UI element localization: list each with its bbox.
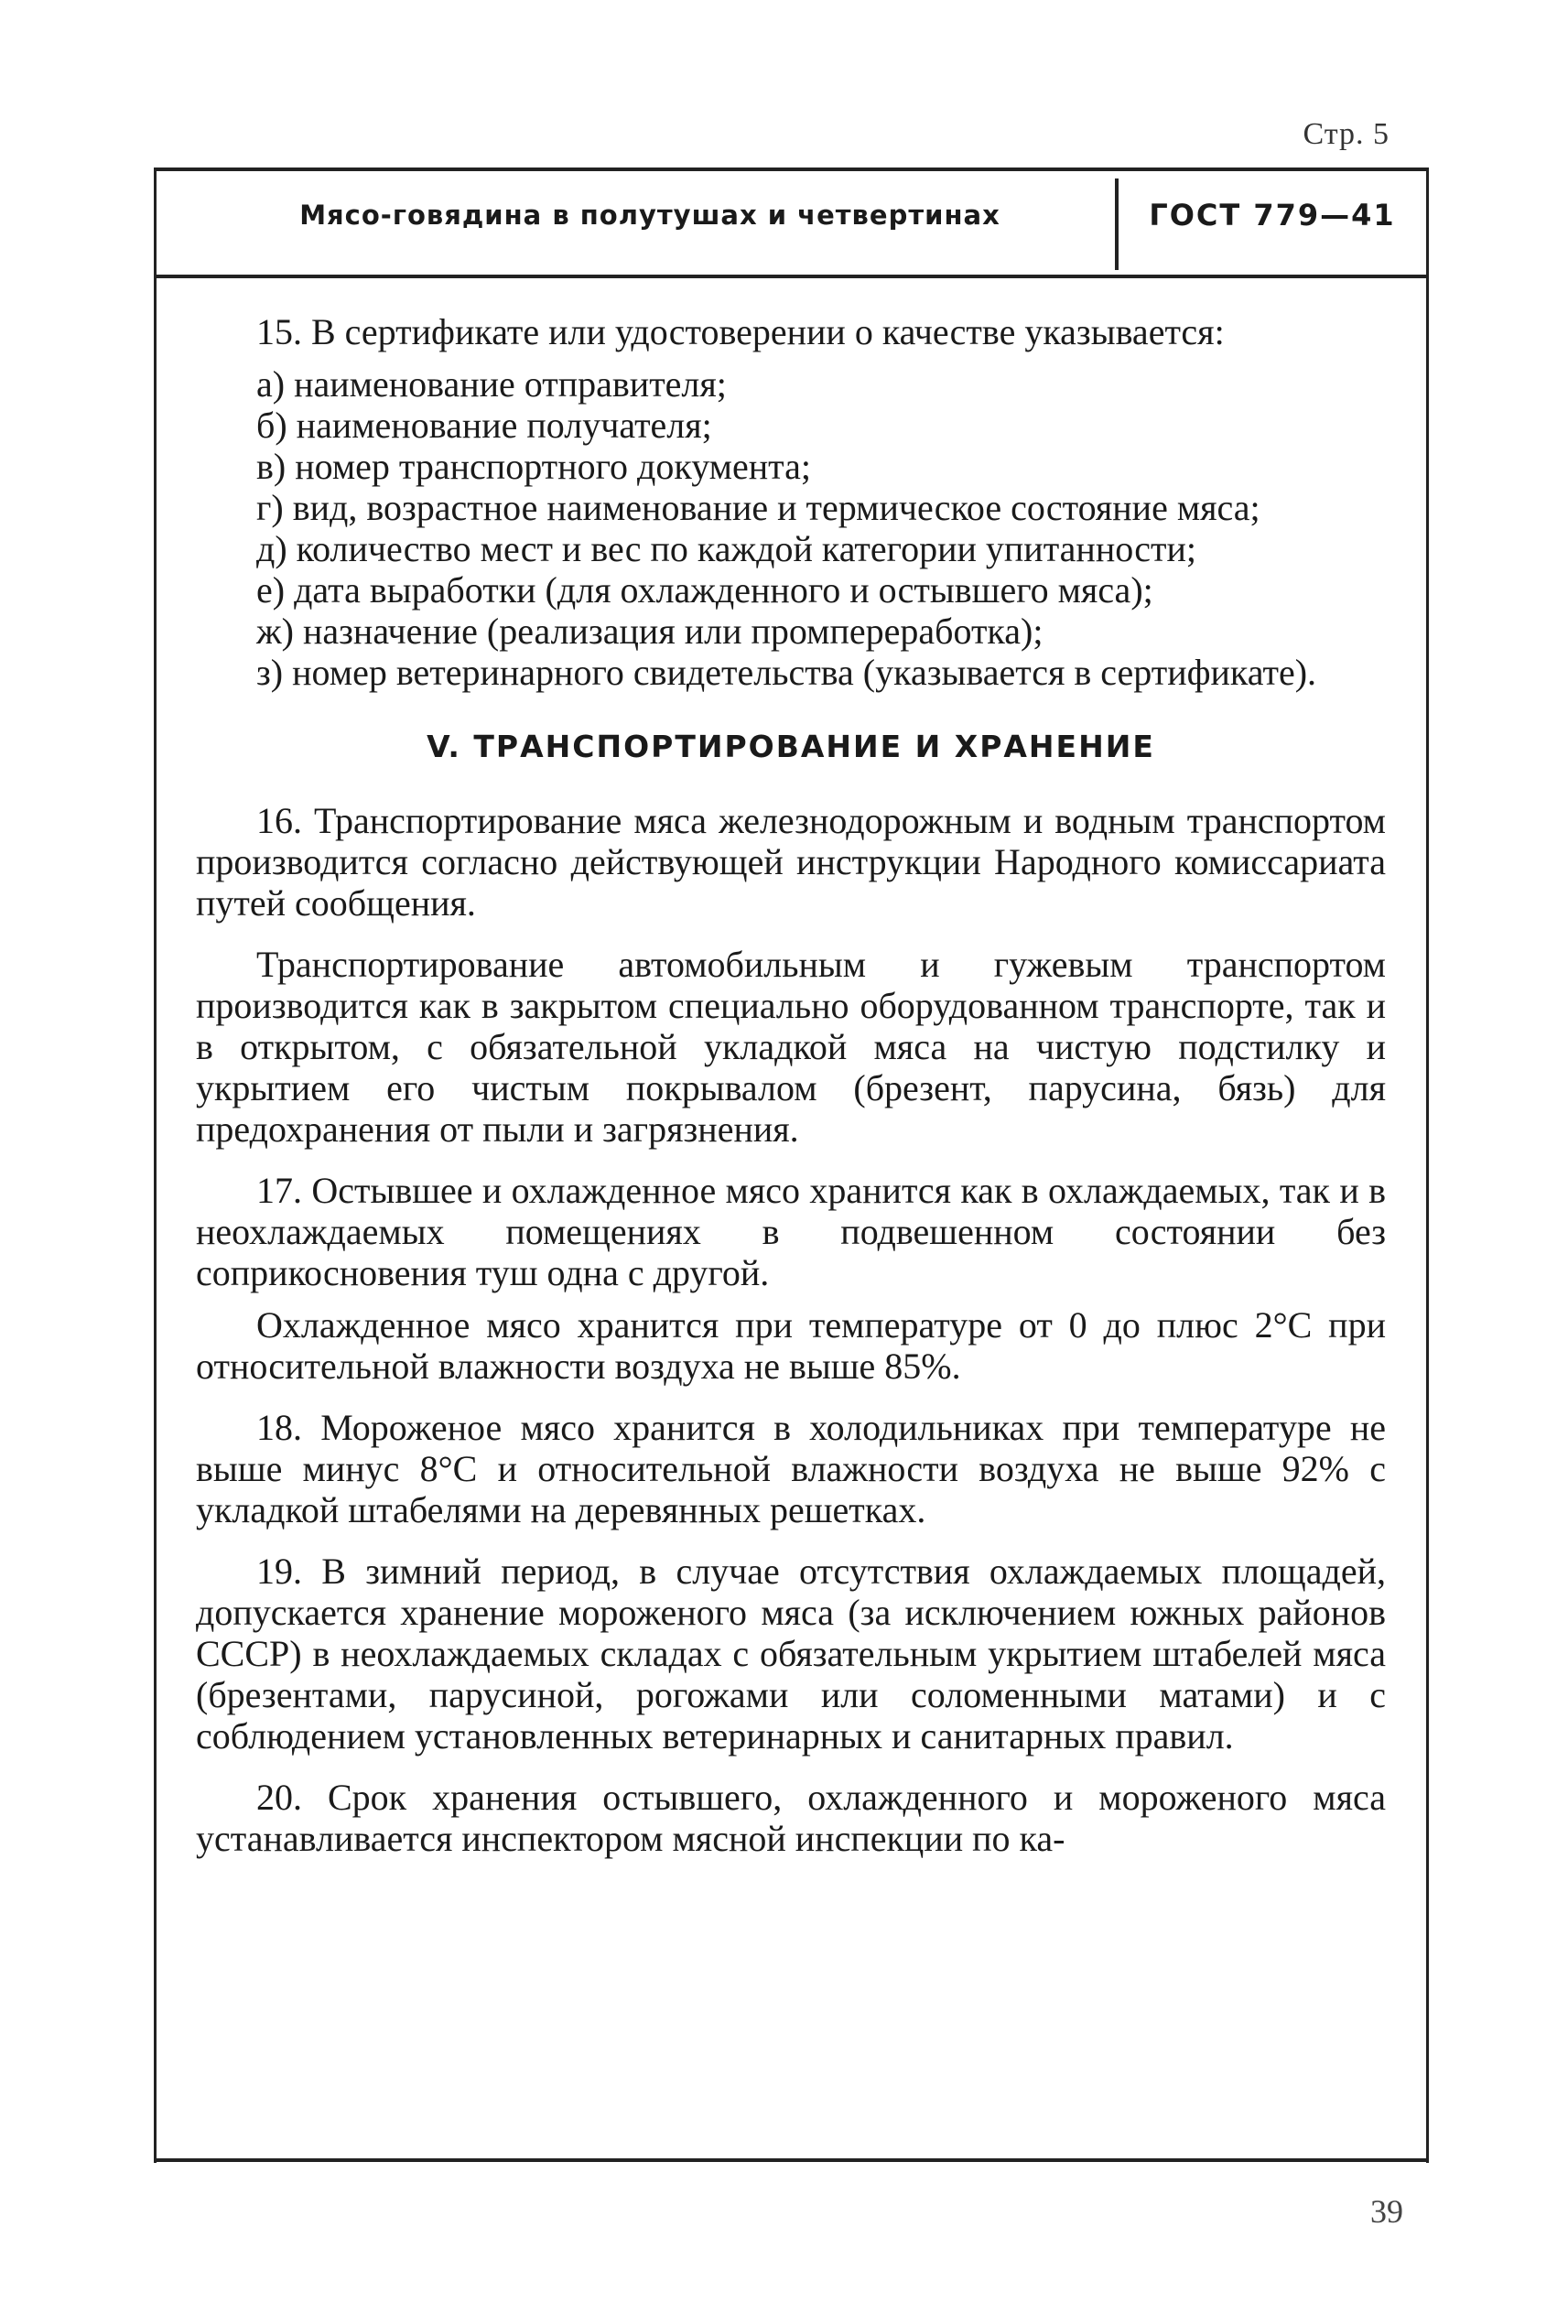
paragraph-16: 16. Транспортирование мяса железнодорожным и водным транспортом производится согласно действующей инструкции Народного комиссариата путей сообщения. <box>196 800 1386 924</box>
paragraph-19: 19. В зимний период, в случае отсутствия охлаждаемых площадей, допускается хранение мороженого мяса (за исключением южных районов СССР) в неохлаждаемых складах с обязательным укрытием штабелей мяса (брезентами, парусиной, рогожами или соломенными матами) и с соблюдением установленных ветеринарных и санитарных правил. <box>196 1551 1386 1757</box>
paragraph-20: 20. Срок хранения остывшего, охлажденного и мороженого мяса устанавливается инспектором мясной инспекции по ка- <box>196 1777 1386 1859</box>
paragraph-15-list <box>196 363 1386 693</box>
standard-number: ГОСТ 779—41 <box>1149 198 1396 232</box>
list-item: е) дата выработки (для охлажденного и остывшего мяса); <box>256 569 1153 611</box>
paragraph-17-continuation: Охлажденное мясо хранится при температуре от 0 до плюс 2°С при относительной влажности воздуха не выше 85%. <box>196 1304 1386 1387</box>
frame-top-rule <box>154 168 1429 171</box>
paragraph-18: 18. Мороженое мясо хранится в холодильниках при температуре не выше минус 8°С и относительной влажности воздуха не выше 92% с укладкой штабелями на деревянных решетках. <box>196 1407 1386 1530</box>
frame-bottom-rule <box>154 2158 1429 2162</box>
list-item: г) вид, возрастное наименование и термическое состояние мяса; <box>256 487 1260 528</box>
document-title: Мясо-говядина в полутушах и четвертинах <box>299 200 1000 231</box>
section-heading: V. ТРАНСПОРТИРОВАНИЕ И ХРАНЕНИЕ <box>427 729 1155 764</box>
list-item: в) номер транспортного документа; <box>256 446 811 487</box>
list-item: б) наименование получателя; <box>256 405 712 446</box>
document-body <box>196 311 1386 1879</box>
list-item: д) количество мест и вес по каждой категории упитанности; <box>256 528 1196 569</box>
paragraph-16-continuation: Транспортирование автомобильным и гужевым транспортом производится как в закрытом специально оборудованном транспорте, так и в открытом, с обязательной укладкой мяса на чистую подстилку и укрытием его чистым покрывалом (брезент, парусина, бязь) для предохранения от пыли и загрязнения. <box>196 944 1386 1150</box>
page-number: 39 <box>1370 2193 1403 2230</box>
list-item: з) номер ветеринарного свидетельства (указывается в сертификате). <box>256 652 1317 693</box>
header-bottom-rule <box>154 275 1429 278</box>
list-item: а) наименование отправителя; <box>256 363 727 405</box>
header-divider <box>1115 178 1119 270</box>
paragraph-15-intro: 15. В сертификате или удостоверении о качестве указывается: <box>256 311 1225 352</box>
paragraph-17: 17. Остывшее и охлажденное мясо хранится как в охлаждаемых, так и в неохлаждаемых помещениях в подвешенном состоянии без соприкосновения туш одна с другой. <box>196 1170 1386 1293</box>
list-item: ж) назначение (реализация или промпереработка); <box>256 611 1044 652</box>
page-reference-top: Стр. 5 <box>1303 117 1390 151</box>
